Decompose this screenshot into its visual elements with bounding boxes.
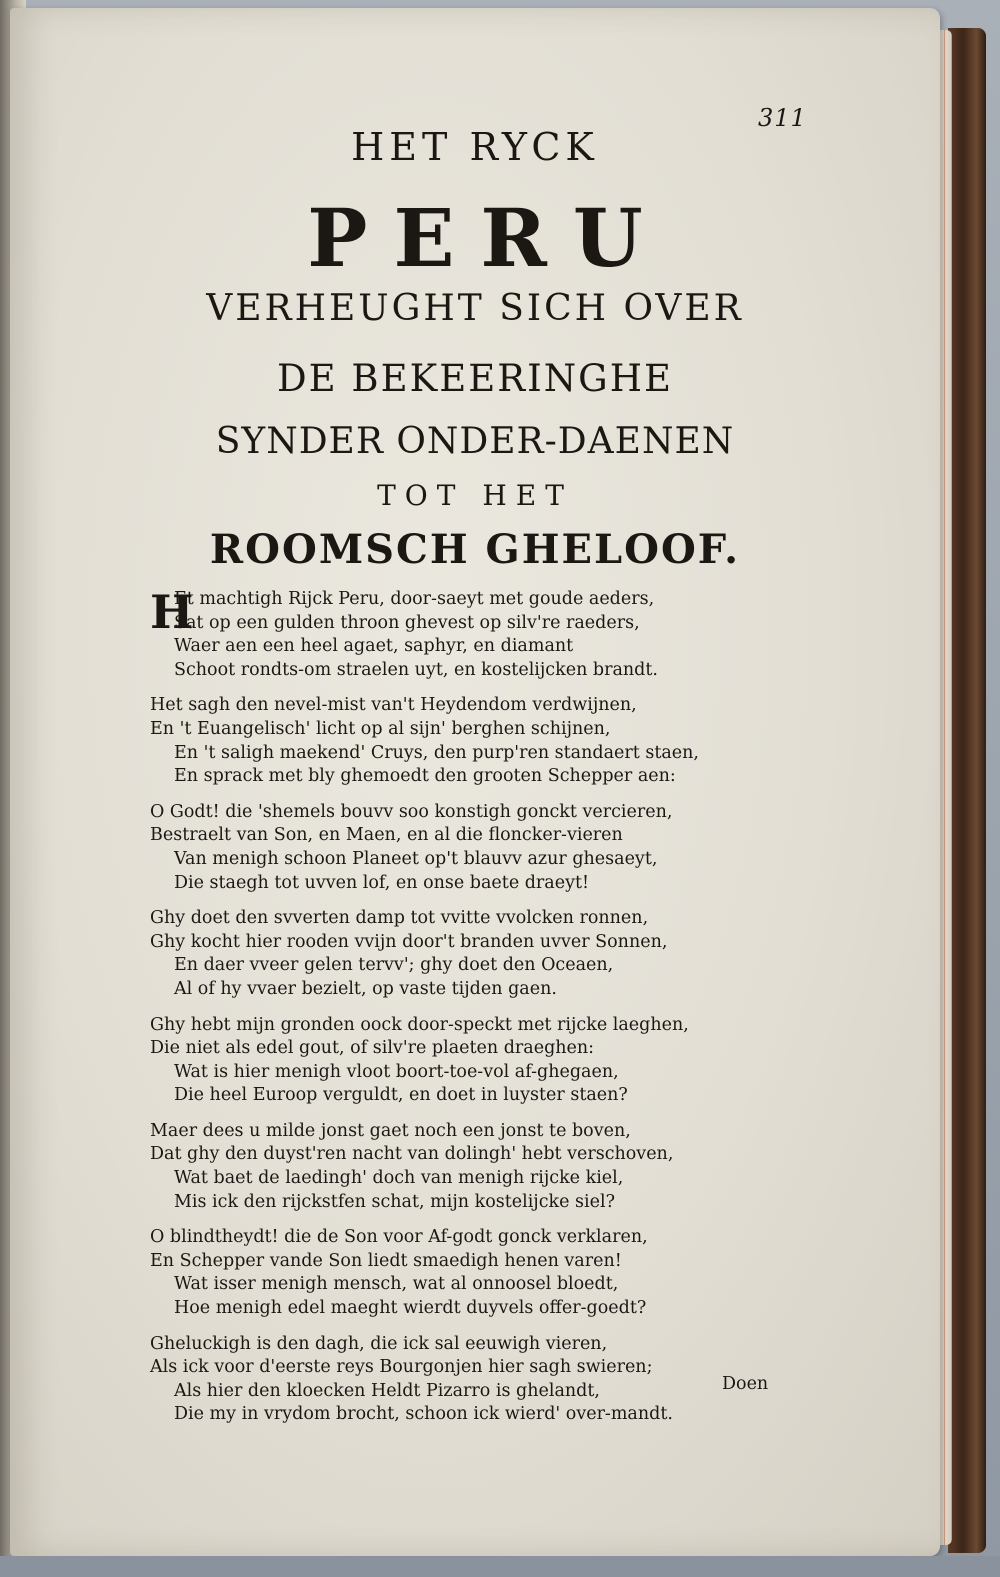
catchword: Doen <box>722 1374 769 1394</box>
poem-line: Als hier den kloecken Heldt Pizarro is ghelandt, <box>174 1380 600 1401</box>
title-line-2: PERU <box>307 191 669 285</box>
poem <box>150 585 790 1427</box>
poem-line: Hoe menigh edel maeght wierdt duyvels offer-goedt? <box>174 1298 647 1319</box>
poem-line: O Godt! die 'shemels bouvv soo konstigh gonckt vercieren, <box>150 801 673 822</box>
title-line-5: SYNDER ONDER-DAENEN <box>215 421 735 462</box>
title-line-1: HET RYCK <box>351 125 599 169</box>
poem-line: Die niet als edel gout, of silv're plaeten draeghen: <box>150 1038 595 1059</box>
poem-line: Ghy kocht hier rooden vvijn door't branden uvver Sonnen, <box>150 931 668 952</box>
poem-line: Wat baet de laedingh' doch van menigh rijcke kiel, <box>174 1168 624 1189</box>
poem-line: Van menigh schoon Planeet op't blauvv azur ghesaeyt, <box>174 848 658 869</box>
poem-line: Die heel Euroop verguldt, en doet in luyster staen? <box>174 1085 628 1106</box>
poem-line: Ghy doet den svverten damp tot vvitte vvolcken ronnen, <box>150 908 649 929</box>
stanza-6 <box>150 1120 790 1214</box>
title-line-7: ROOMSCH GHELOOF. <box>209 526 741 573</box>
poem-line: Sat op een gulden throon ghevest op silv're raeders, <box>174 612 640 633</box>
poem-line: Die my in vrydom brocht, schoon ick wierd' over-mandt. <box>174 1404 673 1425</box>
stanza-2 <box>150 694 790 788</box>
page-number: 311 <box>758 104 807 132</box>
title-line-6: TOT HET <box>377 479 573 512</box>
poem-line: Wat is hier menigh vloot boort-toe-vol af-ghegaen, <box>174 1061 619 1082</box>
poem-line: En 't Euangelisch' licht op al sijn' berghen schijnen, <box>150 718 611 739</box>
poem-line: En sprack met bly ghemoedt den grooten Schepper aen: <box>174 766 676 787</box>
poem-line: Mis ick den rijckstfen schat, mijn kostelijcke siel? <box>174 1191 615 1212</box>
poem-line: En Schepper vande Son liedt smaedigh henen varen! <box>150 1250 622 1271</box>
title-line-3: VERHEUGHT SICH OVER <box>206 288 744 329</box>
poem-line: Die staegh tot uvven lof, en onse baete draeyt! <box>174 872 590 893</box>
poem-line: Als ick voor d'eerste reys Bourgonjen hier sagh swieren; <box>150 1357 653 1378</box>
poem-line: Wat isser menigh mensch, wat al onnoosel bloedt, <box>174 1274 619 1295</box>
poem-line: Dat ghy den duyst'ren nacht van dolingh' hebt verschoven, <box>150 1144 674 1165</box>
poem-line: Maer dees u milde jonst gaet noch een jonst te boven, <box>150 1120 631 1141</box>
stanza-3 <box>150 801 790 895</box>
poem-line: En daer vveer gelen tervv'; ghy doet den Oceaen, <box>174 955 614 976</box>
drop-cap: H <box>150 585 194 639</box>
poem-line-text: Et machtigh Rijck Peru, door-saeyt met goude aeders, <box>174 589 655 609</box>
poem-line: O blindtheydt! die de Son voor Af-godt gonck verklaren, <box>150 1227 648 1248</box>
stanza-5 <box>150 1014 790 1108</box>
stanza-4 <box>150 907 790 1001</box>
title-line-4: DE BEKEERINGHE <box>277 357 673 400</box>
stanza-7 <box>150 1226 790 1320</box>
poem-line: Ghy hebt mijn gronden oock door-speckt met rijcke laeghen, <box>150 1014 689 1035</box>
stanza-8 <box>150 1333 790 1427</box>
poem-line: Gheluckigh is den dagh, die ick sal eeuwigh vieren, <box>150 1333 608 1354</box>
poem-line: Het sagh den nevel-mist van't Heydendom verdwijnen, <box>150 695 637 716</box>
book-cover-edge <box>948 28 986 1553</box>
poem-line: Al of hy vvaer bezielt, op vaste tijden gaen. <box>174 978 557 999</box>
page-text <box>10 8 940 1556</box>
background-strip <box>0 1556 1000 1577</box>
poem-line: Waer aen een heel agaet, saphyr, en diamant <box>174 636 574 657</box>
stanza-1 <box>150 585 790 682</box>
poem-line: Schoot rondts-om straelen uyt, en kostelijcken brandt. <box>174 659 658 680</box>
poem-line: Bestraelt van Son, en Maen, en al die floncker-vieren <box>150 825 623 846</box>
poem-line: En 't saligh maekend' Cruys, den purp'ren standaert staen, <box>174 742 699 763</box>
